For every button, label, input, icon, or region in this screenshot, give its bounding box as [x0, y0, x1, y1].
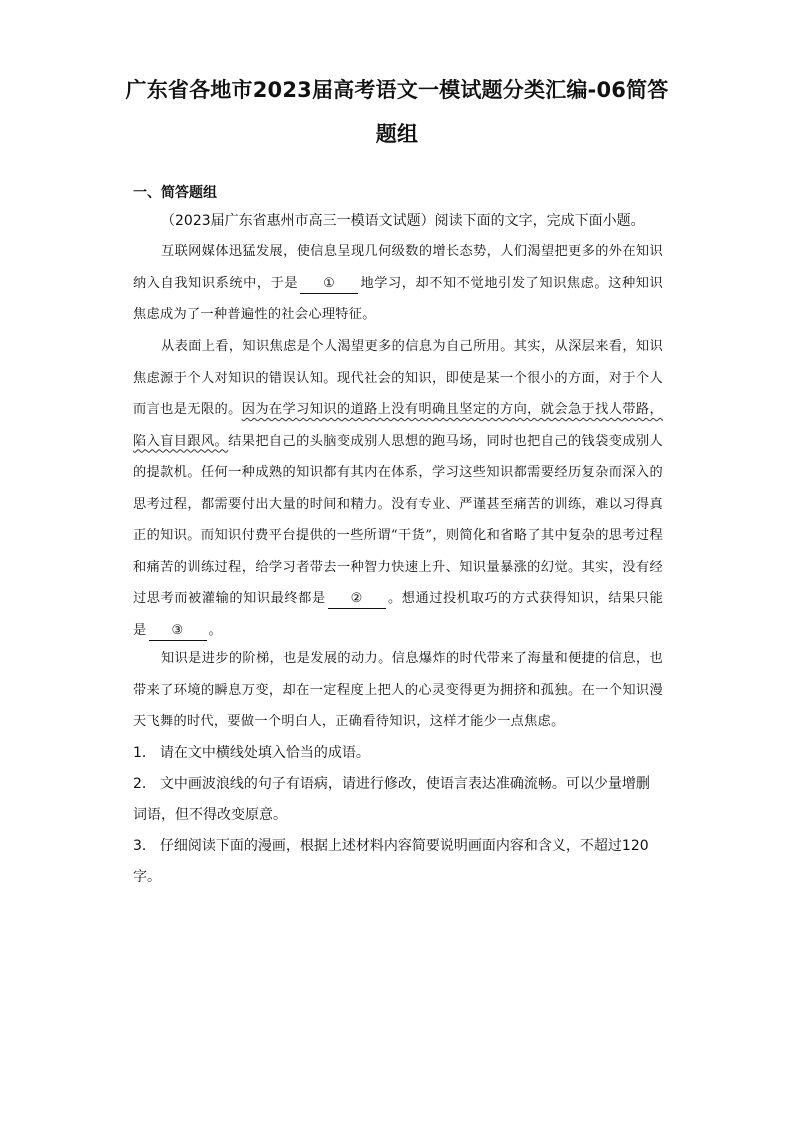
section-heading: 一、简答题组 — [133, 185, 217, 201]
question-number: 3． — [133, 838, 156, 854]
document-title: 广东省各地市2023届高考语文一模试题分类汇编-06简答题组 — [125, 78, 669, 146]
question-item — [133, 769, 663, 831]
paragraph-2-text-c: 。想通过投机取巧的方式获得知识，结果只能是 — [133, 591, 663, 638]
fill-blank-1: ① — [300, 275, 358, 294]
paragraph-2-text-b: 结果把自己的头脑变成别人思想的跑马场，同时也把自己的钱袋变成别人的提款机。任何一种成熟的知识都有其内在体系，学习这些知识都需要经历复杂而深入的思考过程，都需要付出大量的时间和精力。没有专业、严谨甚至痛苦的训练，难以习得真正的知识。而知识付费平台提供的一些所谓“干货”，则简化和省略了其中复杂的思考过程和痛苦的训练过程，给学习者带去一种智力快速上升、知识量暴涨的幻觉。其实，没有经过思考而被灌输的知识最终都是 — [133, 433, 663, 606]
fill-blank-3: ③ — [149, 622, 207, 641]
question-item — [133, 831, 663, 893]
question-text: 仔细阅读下面的漫画，根据上述材料内容简要说明画面内容和含义，不超过120字。 — [133, 838, 649, 885]
question-item — [133, 738, 663, 769]
paragraph-2-text-a: 从表面上看，知识焦虑是个人渴望更多的信息为自己所用。其实，从深层来看，知识焦虑源于个人对知识的错误认知。现代社会的知识，即使是某一个很小的方面，对于个人而言也是无限的。 — [133, 339, 663, 417]
passage-intro: （2023届广东省惠州市高三一模语文试题）阅读下面的文字，完成下面小题。 — [161, 213, 645, 229]
question-list — [133, 738, 663, 893]
question-text: 请在文中横线处填入恰当的成语。 — [159, 745, 370, 761]
fill-blank-2: ② — [328, 590, 386, 609]
paragraph-1-text-b: 地学习，却不知不觉地引发了知识焦虑。这种知识焦虑成为了一种普遍性的社会心理特征。 — [133, 275, 663, 322]
passage-paragraph-3: 知识是进步的阶梯，也是发展的动力。信息爆炸的时代带来了海量和便捷的信息，也带来了环境的瞬息万变，却在一定程度上把人的心灵变得更为拥挤和孤独。在一个知识漫天飞舞的时代，要做一个明白人，正确看待知识，这样才能少一点焦虑。 — [133, 651, 663, 729]
paragraph-1-text-a: 互联网媒体迅猛发展，使信息呈现几何级数的增长态势，人们渴望把更多的外在知识纳入自我知识系统中，于是 — [133, 244, 663, 291]
question-number: 2． — [133, 776, 156, 792]
passage-paragraph-1 — [133, 236, 663, 331]
question-text: 文中画波浪线的句子有语病，请进行修改，使语言表达准确流畅。可以少量增删词语，但不得改变原意。 — [133, 776, 650, 823]
passage-paragraph-2 — [133, 331, 663, 646]
question-number: 1． — [133, 745, 156, 761]
wavy-underlined-sentence: 因为在学习知识的道路上没有明确且坚定的方向，就会急于找人带路，陷入盲目跟风。 — [133, 402, 664, 449]
paragraph-2-text-d: 。 — [208, 622, 222, 638]
